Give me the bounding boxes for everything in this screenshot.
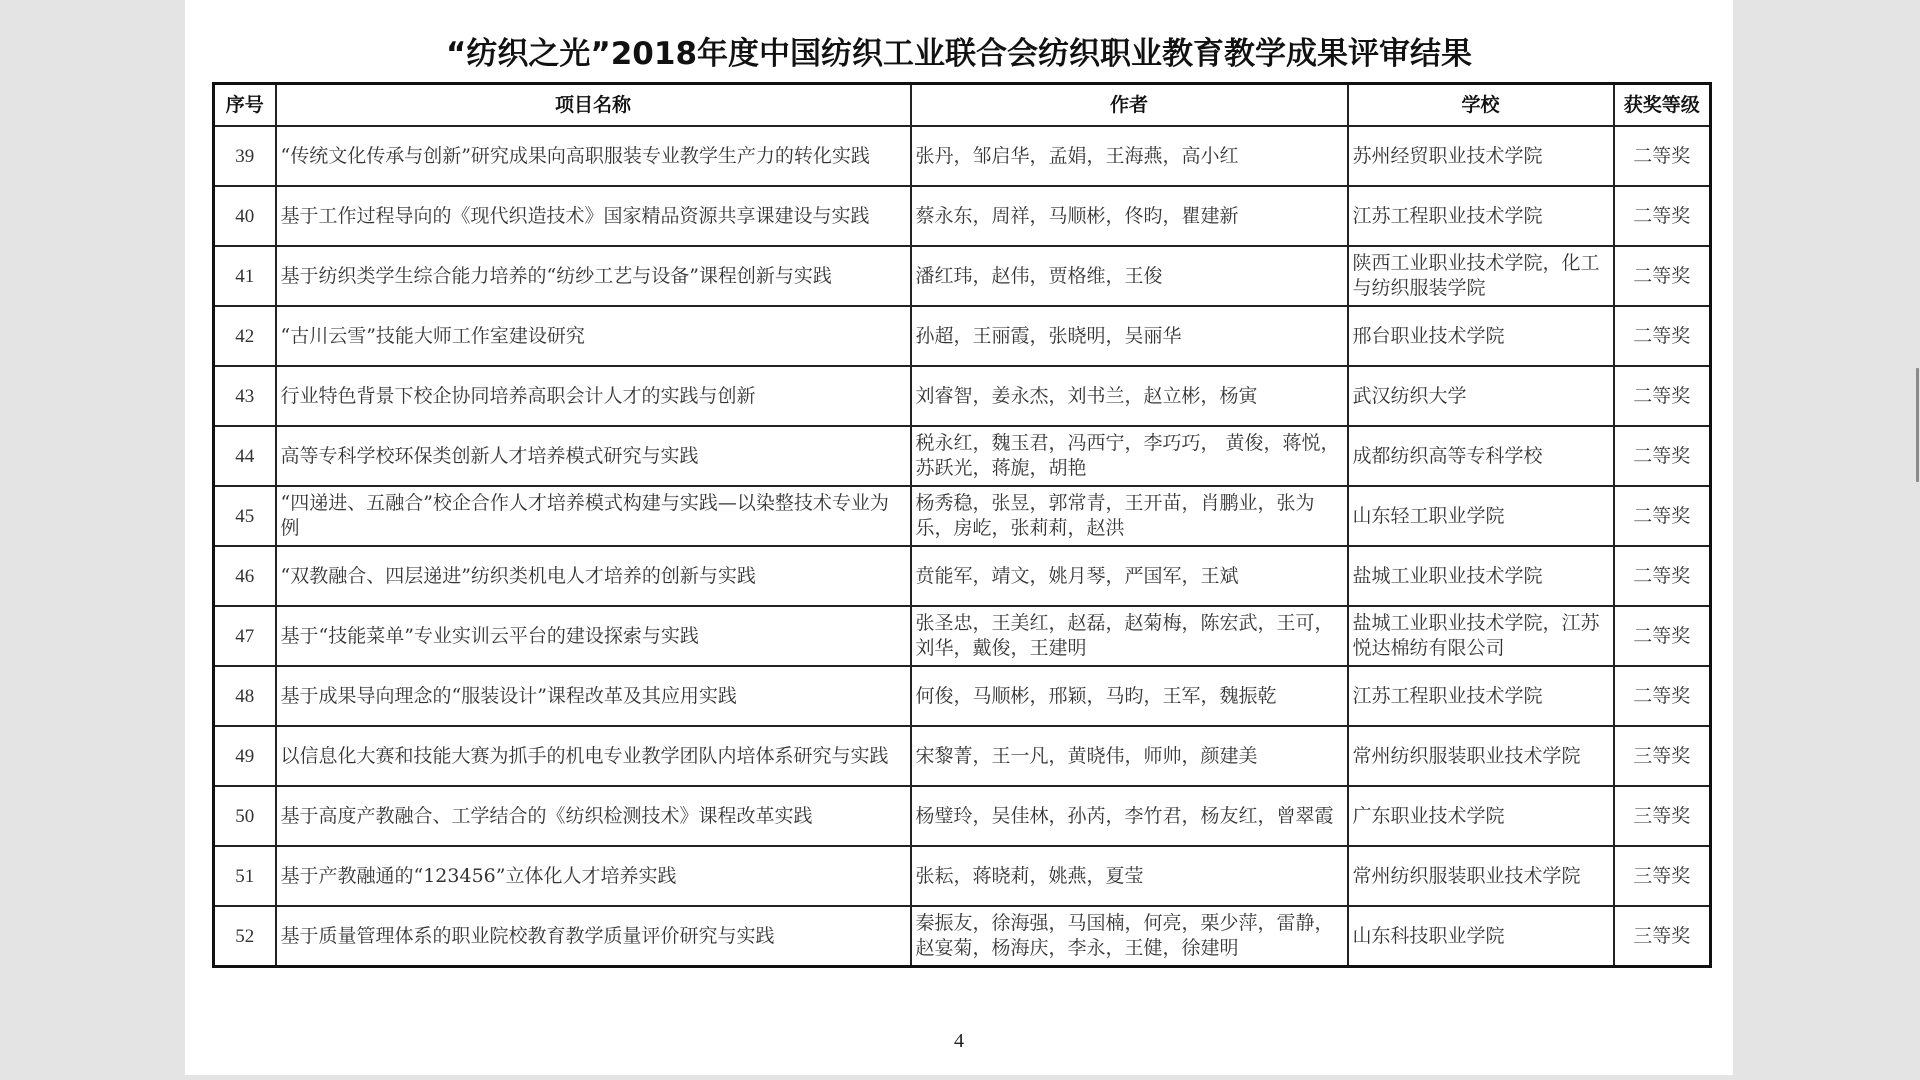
cell-award-level: 二等奖 [1614, 306, 1711, 366]
cell-no: 51 [214, 846, 276, 906]
cell-project-name: “四递进、五融合”校企合作人才培养模式构建与实践—以染整技术专业为例 [276, 486, 911, 546]
table-row [214, 786, 1711, 846]
cell-no: 47 [214, 606, 276, 666]
table-row [214, 666, 1711, 726]
cell-no: 45 [214, 486, 276, 546]
table-row [214, 486, 1711, 546]
header-school: 学校 [1348, 84, 1614, 127]
table-row [214, 126, 1711, 186]
cell-project-name: 行业特色背景下校企协同培养高职会计人才的实践与创新 [276, 366, 911, 426]
cell-award-level: 二等奖 [1614, 606, 1711, 666]
table-row [214, 726, 1711, 786]
cell-no: 42 [214, 306, 276, 366]
cell-school: 山东轻工职业学院 [1348, 486, 1614, 546]
cell-no: 43 [214, 366, 276, 426]
cell-school: 苏州经贸职业技术学院 [1348, 126, 1614, 186]
table-row [214, 306, 1711, 366]
cell-no: 49 [214, 726, 276, 786]
table-row [214, 426, 1711, 486]
cell-award-level: 二等奖 [1614, 486, 1711, 546]
table-row [214, 606, 1711, 666]
cell-school: 江苏工程职业技术学院 [1348, 666, 1614, 726]
cell-no: 52 [214, 906, 276, 967]
cell-authors: 蔡永东，周祥，马顺彬，佟昀，瞿建新 [911, 186, 1348, 246]
cell-project-name: 高等专科学校环保类创新人才培养模式研究与实践 [276, 426, 911, 486]
header-authors: 作者 [911, 84, 1348, 127]
cell-authors: 潘红玮，赵伟，贾格维，王俊 [911, 246, 1348, 306]
table-row [214, 366, 1711, 426]
table-row [214, 186, 1711, 246]
cell-project-name: 基于高度产教融合、工学结合的《纺织检测技术》课程改革实践 [276, 786, 911, 846]
cell-school: 江苏工程职业技术学院 [1348, 186, 1614, 246]
cell-authors: 刘睿智，姜永杰，刘书兰，赵立彬，杨寅 [911, 366, 1348, 426]
cell-project-name: 基于工作过程导向的《现代织造技术》国家精品资源共享课建设与实践 [276, 186, 911, 246]
cell-authors: 宋黎菁，王一凡，黄晓伟，师帅，颜建美 [911, 726, 1348, 786]
cell-award-level: 二等奖 [1614, 426, 1711, 486]
cell-project-name: 基于纺织类学生综合能力培养的“纺纱工艺与设备”课程创新与实践 [276, 246, 911, 306]
table-header-row [214, 84, 1711, 127]
cell-authors: 杨秀稳，张昱，郭常青，王开苗，肖鹏业，张为乐，房屹，张莉莉，赵洪 [911, 486, 1348, 546]
cell-no: 39 [214, 126, 276, 186]
cell-authors: 孙超，王丽霞，张晓明，吴丽华 [911, 306, 1348, 366]
cell-award-level: 二等奖 [1614, 546, 1711, 606]
cell-school: 常州纺织服装职业技术学院 [1348, 846, 1614, 906]
cell-award-level: 三等奖 [1614, 906, 1711, 967]
table-row [214, 546, 1711, 606]
cell-award-level: 二等奖 [1614, 246, 1711, 306]
cell-award-level: 三等奖 [1614, 726, 1711, 786]
page-number: 4 [954, 1030, 964, 1052]
table-row [214, 846, 1711, 906]
cell-authors: 张耘，蒋晓莉，姚燕，夏莹 [911, 846, 1348, 906]
document-title: “纺织之光”2018年度中国纺织工业联合会纺织职业教育教学成果评审结果 [445, 36, 1473, 72]
cell-authors: 张圣忠，王美红，赵磊，赵菊梅，陈宏武，王可，刘华，戴俊，王建明 [911, 606, 1348, 666]
cell-project-name: “传统文化传承与创新”研究成果向高职服装专业教学生产力的转化实践 [276, 126, 911, 186]
cell-school: 山东科技职业学院 [1348, 906, 1614, 967]
results-table [212, 82, 1712, 968]
cell-no: 44 [214, 426, 276, 486]
cell-school: 成都纺织高等专科学校 [1348, 426, 1614, 486]
vertical-scrollbar[interactable] [1916, 368, 1919, 482]
table-row [214, 906, 1711, 967]
cell-authors: 杨璧玲，吴佳林，孙芮，李竹君，杨友红，曾翠霞 [911, 786, 1348, 846]
cell-school: 常州纺织服装职业技术学院 [1348, 726, 1614, 786]
cell-school: 广东职业技术学院 [1348, 786, 1614, 846]
cell-authors: 张丹，邹启华，孟娟，王海燕，高小红 [911, 126, 1348, 186]
cell-project-name: 基于产教融通的“123456”立体化人才培养实践 [276, 846, 911, 906]
cell-no: 40 [214, 186, 276, 246]
cell-project-name: “双教融合、四层递进”纺织类机电人才培养的创新与实践 [276, 546, 911, 606]
cell-authors: 秦振友，徐海强，马国楠，何亮，栗少萍，雷静，赵宴菊，杨海庆，李永，王健，徐建明 [911, 906, 1348, 967]
cell-award-level: 三等奖 [1614, 786, 1711, 846]
cell-school: 邢台职业技术学院 [1348, 306, 1614, 366]
cell-school: 武汉纺织大学 [1348, 366, 1614, 426]
cell-authors: 贲能军，靖文，姚月琴，严国军，王斌 [911, 546, 1348, 606]
header-no: 序号 [214, 84, 276, 127]
table-row [214, 246, 1711, 306]
document-page [185, 0, 1733, 1075]
header-award-level: 获奖等级 [1614, 84, 1711, 127]
cell-school: 盐城工业职业技术学院 [1348, 546, 1614, 606]
cell-project-name: 基于质量管理体系的职业院校教育教学质量评价研究与实践 [276, 906, 911, 967]
cell-authors: 税永红，魏玉君，冯西宁，李巧巧， 黄俊，蒋悦，苏跃光，蒋旎，胡艳 [911, 426, 1348, 486]
cell-award-level: 二等奖 [1614, 366, 1711, 426]
cell-no: 41 [214, 246, 276, 306]
cell-award-level: 二等奖 [1614, 126, 1711, 186]
cell-school: 陕西工业职业技术学院，化工与纺织服装学院 [1348, 246, 1614, 306]
cell-project-name: 基于成果导向理念的“服装设计”课程改革及其应用实践 [276, 666, 911, 726]
cell-school: 盐城工业职业技术学院，江苏悦达棉纺有限公司 [1348, 606, 1614, 666]
cell-award-level: 三等奖 [1614, 846, 1711, 906]
cell-project-name: 基于“技能菜单”专业实训云平台的建设探索与实践 [276, 606, 911, 666]
cell-authors: 何俊，马顺彬，邢颖，马昀，王军，魏振乾 [911, 666, 1348, 726]
cell-award-level: 二等奖 [1614, 186, 1711, 246]
cell-no: 50 [214, 786, 276, 846]
cell-no: 48 [214, 666, 276, 726]
cell-no: 46 [214, 546, 276, 606]
cell-award-level: 二等奖 [1614, 666, 1711, 726]
cell-project-name: 以信息化大赛和技能大赛为抓手的机电专业教学团队内培体系研究与实践 [276, 726, 911, 786]
cell-project-name: “古川云雪”技能大师工作室建设研究 [276, 306, 911, 366]
header-project-name: 项目名称 [276, 84, 911, 127]
